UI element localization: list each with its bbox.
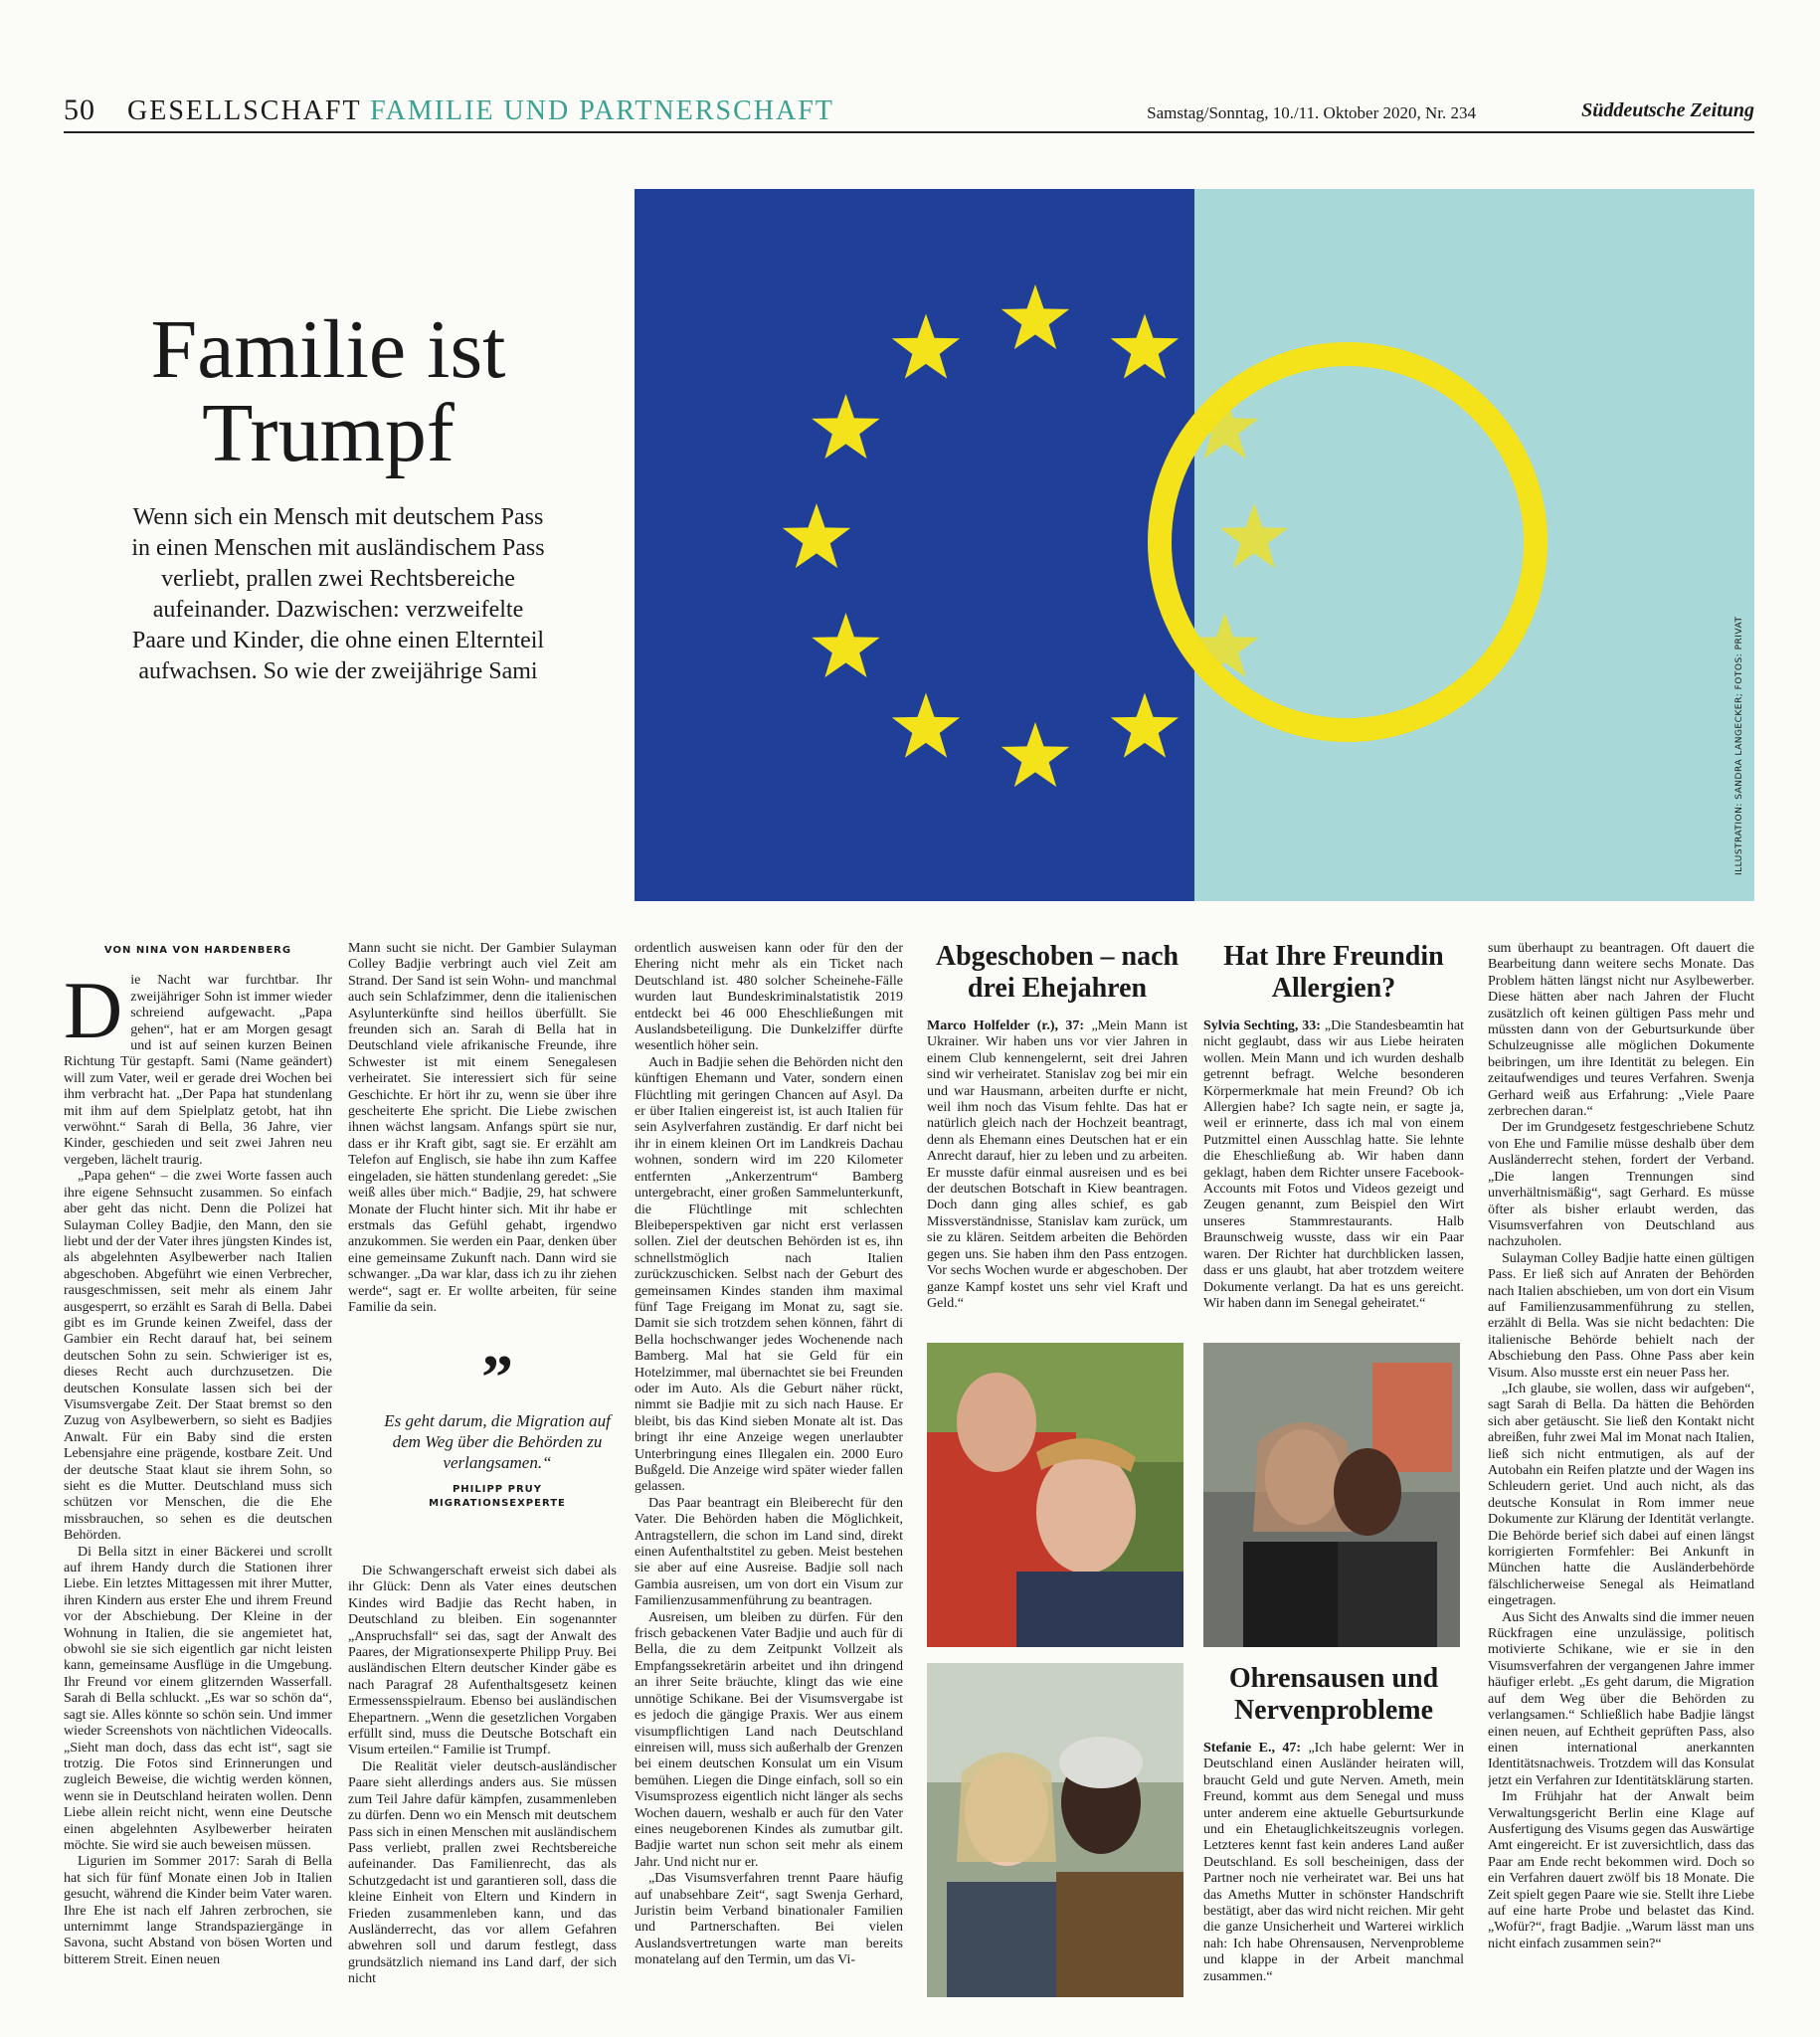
box-lead-2: Sylvia Sechting, 33:: [1203, 1018, 1321, 1033]
paragraph: Ligurien im Sommer 2017: Sarah di Bella hat sich für fünf Monate einen Job in Italien gesucht, während die Kinder beim Vater waren. Ihre Ehe ist nach elf Jahren zerbrochen, sie unternimmt lange Strandspaziergänge in Savona, sucht Abstand von bösen Worten und bitterem Streit. Einen neuen: [64, 1854, 332, 1967]
box-text-3: [1203, 1741, 1464, 1985]
box-title-2: Hat Ihre Freundin Allergien?: [1223, 941, 1444, 1004]
quote-author-role: MIGRATIONSEXPERTE: [429, 1498, 566, 1509]
drop-cap: D: [64, 965, 123, 1056]
paragraph: Die Realität vieler deutsch-ausländischer Paare sieht allerdings anders aus. Sie müssen zum Teil Jahre dafür kämpfen, zusammenleben zu dürfen. Denn wo ein Mensch mit deutschem Pass sich in einen Menschen mit ausländischem Pass verliebt, prallen zwei Rechtsbereiche aufeinander. Das Familienrecht, das als Schutzgedacht ist und garantieren soll, dass die kleine Einheit von Eltern und Kindern in Frieden zusammenleben kann, und das Ausländerrecht, das vor allem Gefahren abwehren soll und darum festlegt, dass grundsätzlich niemand ins Land darf, der sich nicht: [348, 1759, 617, 1987]
paragraph: „Das Visumsverfahren trennt Paare häufig auf unabsehbare Zeit“, sagt Swenja Gerhard, Juristin beim Verband binationaler Familien und Partnerschaften. Bei vielen Auslandsvertretungen warte man bereits monatelang auf den Termin, um das Vi-: [635, 1871, 903, 1968]
page-header: [64, 93, 1754, 133]
box-lead-1: Marco Holfelder (r.), 37:: [927, 1018, 1085, 1033]
paragraph: „Papa gehen“ – die zwei Worte fassen auch ihre eigene Sehnsucht zusammen. So einfach aber geht das nicht. Denn die Polizei hat Sulayman Colley Badjie, den Mann, den sie liebt und der der Vater ihres jüngsten Kindes ist, als abgelehnten Asylbewerber nach Italien abgeschoben. Abgeführt wie einen Verbrecher, rausgeschmissen, seit mehr als einem Jahr ausgesperrt, so erzählt es Sarah di Bella. Dabei gibt es im Grunde keinen Zweifel, dass der Gambier ein Recht darauf hat, bei seinem deutschen Sohn zu sein. Schwieriger ist es, dieses Recht auch durchzusetzen. Die deutschen Konsulate lassen sich bei der Visumsvergabe Zeit. Der Staat bremst so den Zuzug von Asylbewerbern, so sieht es Badjies Anwalt. Für ein Baby sind die ersten Lebensjahre eine prägende, kostbare Zeit. Und der deutsche Staat klaut sie ihrem Sohn, so sieht es die Mutter. Deutschland muss sich schützen vor Menschen, die die Ehe missbrauchen, so sehen es die deutschen Behörden.: [64, 1169, 332, 1544]
quote-author-name: PHILIPP PRUY: [452, 1484, 543, 1495]
paragraph: Das Paar beantragt ein Bleiberecht für den Vater. Die Behörden haben die Möglichkeit, Antragstellern, die schon im Land sind, direkt einen Aufenthaltstitel zu geben. Meist bestehen sie aber auf eine Ausreise. Badjie soll nach Gambia ausreisen, um von dort ein Visum zur Familienzusammenführung zu beantragen.: [635, 1495, 903, 1609]
page-number: 50: [64, 93, 95, 126]
box-text-1: [927, 1018, 1187, 1312]
eu-flag-illustration: [635, 189, 1754, 901]
paragraph: Im Frühjahr hat der Anwalt beim Verwaltungsgericht Berlin eine Klage auf Ausfertigung des Visums gegen das Auswärtige Amt eingereicht. Er ist zuversichtlich, dass das Paar am Ende recht bekommen wird. Doch so ein Verfahren dauert zwölf bis 18 Monate. Die Zeit spielt gegen Paare wie sie. Stellt ihre Liebe auf eine harte Probe und belastet das Kind. „Wofür?“, fragt Badjie. „Warum lässt man uns nicht einfach zusammen sein?“: [1488, 1789, 1754, 1951]
box-text-2: [1203, 1018, 1464, 1312]
pull-quote: [378, 1342, 617, 1511]
flag-pale-half: [1194, 189, 1754, 901]
box-body-2: „Die Standesbeamtin hat nicht geglaubt, dass wir aus Liebe heiraten wollen. Mein Mann und ich wurden deshalb getrennt befragt. Welche besonderen Körpermerkmale hat mein Freund? Ob ich Allergien habe? Ich sagte nein, er sagte ja, weil er erinnerte, dass ich mal von einem Putzmittel einen Ausschlag hatte. Sie lehnte die Eheschließung ab. Wir haben dann geklagt, haben dem Richter unsere Facebook-Accounts mit Fotos und Videos gezeigt und Zeugen genannt, zum Beispiel den Wirt unseres Stammrestaurants. Halb Braunschweig wusste, dass wir ein Paar waren. Der Richter hat durchblicken lassen, dass er uns glaubt, hat aber trotzdem weitere Dokumente verlangt. Da hat es uns gereicht. Wir haben dann im Senegal geheiratet.“: [1203, 1018, 1464, 1311]
paragraph: „Ich glaube, sie wollen, dass wir aufgeben“, sagt Sarah di Bella. Da hätten die Behörden sich aber getäuscht. Sie ließ den Kontakt nicht abreißen, fuhr zwei Mal im Monat nach Italien, ließ sich nicht entmutigen, als auf der Autobahn ein Reifen platzte und der Wagen ins Schleudern geriet. Und auch nicht, als das deutsche Konsulat in Rom immer neue Dokumente zur Klärung der Identität verlangte. Die Behörde berief sich dabei auf einen längst korrigierten Formfehler: Bei Ankunft in München hatte die Ausländerbehörde fälschlicherweise Senegal als Heimatland eingetragen.: [1488, 1381, 1754, 1609]
paragraph: ie Nacht war furchtbar. Ihr zweijähriger Sohn ist immer wieder schreiend aufgewacht. „Papa gehen“, hat er am Morgen gesagt und ist auf seinen kurzen Beinen Richtung Tür gestapft. Sami (Name geändert) will zum Vater, weil er gerade drei Wochen bei ihm verbracht hat. „Der Papa hat stundenlang mit ihm auf dem Spielplatz getobt, hat ihn verwöhnt.“ Sarah di Bella, 36 Jahre, vier Kinder, geschieden und seit zwei Jahren neu vergeben, lächelt traurig.: [64, 973, 332, 1168]
paragraph: ordentlich ausweisen kann oder für den der Ehering nicht mehr als ein Ticket nach Deutschland ist. 480 solcher Scheinehe-Fälle wurden laut Bundeskriminalstatistik 2019 entdeckt bei 46 000 Eheschließungen mit Auslandsbeteiligung. Die Dunkelziffer dürfte wesentlich höher sein.: [635, 941, 903, 1054]
paragraph: Ausreisen, um bleiben zu dürfen. Für den frisch gebackenen Vater Badjie und auch für di Bella, die zu dem Zeitpunkt Vollzeit als Empfangssekretärin arbeitet und ihn dringend an ihrer Seite bräuchte, klingt das wie eine unnötige Schikane. Bei der Visumsvergabe ist es jedoch die gängige Praxis. Wer aus einem visumpflichtigen Land nach Deutschland einreisen will, muss sich außerhalb der Grenzen bei einem deutschen Konsulat um ein Visum bemühen. Liegen die Dinge einfach, soll so ein Visumsprozess eigentlich nicht länger als sechs Wochen dauern, weshalb er auch für den Vater eines neugeborenen Kindes als zumutbar gilt. Badjie wartet nun schon seit mehr als einem Jahr. Und nicht nur er.: [635, 1609, 903, 1870]
quote-mark-icon: ”: [481, 1342, 513, 1412]
illustration-credit: ILLUSTRATION: SANDRA LANGECKER; FOTOS: PRIVAT: [1734, 616, 1744, 875]
byline: VON NINA VON HARDENBERG: [103, 945, 292, 956]
article-column-1: [64, 943, 332, 2027]
paragraph: Di Bella sitzt in einer Bäckerei und scrollt auf ihrem Handy durch die Stationen ihrer Liebe. Ein letztes Mittagessen mit ihrer Mutter, ihren Kindern aus erster Ehe und ihrem Freund vor der Abschiebung. Der Kleine in der Wohnung in Italien, die sie angemietet hat, obwohl sie sie sich eigentlich gar nicht leisten kann, gemeinsame Ausflüge in die Umgebung. Ihr Freund vor einem glitzernden Wasserfall. Sarah di Bella schluckt. „Es war so schön da“, sagt sie. Alles könnte so schön sein. Und immer wieder Screenshots von nächtlichen Videocalls. „Sieht man doch, dass das echt ist“, sagt sie trotzig. Die Fotos sind Erinnerungen und zugleich Beweise, die wichtig werden können, wenn sie in Deutschland heiraten wollen. Denn Liebe allein reicht nicht, wenn eine Deutsche einen abgelehnten Asylbewerber heiraten möchte. Sie wird sie auch beweisen müssen.: [64, 1544, 332, 1853]
section-title: [127, 95, 834, 127]
article-column-2b: [348, 1564, 617, 2027]
box-title-1: Abgeschoben – nach drei Ehejahren: [935, 941, 1180, 1004]
photo-marco-stanislav: [927, 1343, 1183, 1647]
article-column-6: [1488, 941, 1754, 2027]
subsection-name: FAMILIE UND PARTNERSCHAFT: [370, 95, 834, 126]
box-body-3: „Ich habe gelernt: Wer in Deutschland einen Ausländer heiraten will, braucht Geld und gute Nerven. Ameth, mein Freund, kommt aus dem Senegal und muss unter anderem eine aktuelle Geburtsurkunde und ein Ehetauglichkeitszeugnis vorlegen. Letzteres kennt fast kein anderes Land außer Deutschland. Es soll bescheinigen, dass der Partner noch nie verheiratet war. Bei uns hat das Ameths Mutter in schönster Handschrift bestätigt, aber das wird nicht reichen. Mir geht die ganze Unsicherheit und Warterei wirklich nah: Ich habe Ohrensausen, Nervenprobleme und klappe in der Arbeit manchmal zusammen.“: [1203, 1741, 1465, 1984]
issue-date: Samstag/Sonntag, 10./11. Oktober 2020, Nr. 234: [1147, 103, 1476, 122]
paragraph: Mann sucht sie nicht. Der Gambier Sulayman Colley Badjie verbringt auch viel Zeit am Strand. Der Sand ist sein Wohn- und manchmal auch sein Schlafzimmer, denn die italienischen Asylunterkünfte sind heillos überfüllt. Sie freunden sich an. Sarah di Bella hat in Deutschland viele afrikanische Freunde, ihre Schwester ist mit einem Senegalesen verheiratet. Sie interessiert sich für seine Geschichte. Er hört ihr zu, wenn sie über ihre gescheiterte Ehe spricht. Die Liebe zwischen ihnen wächst langsam. Anfangs spürt sie nur, dass er ihr Kraft gibt, sagt sie. Er erzählt am Telefon auf Englisch, sie habe ihn zum Kaffee eingeladen, sie hätten stundenlang geredet: „Sie weiß alles über mich.“ Badjie, 29, hat schwere Monate der Flucht hinter sich. Mit ihr habe er erstmals das Gefühl gehabt, irgendwo anzukommen. Sie werden ein Paar, denken über eine gemeinsame Zukunft nach. Dann wird sie schwanger. „Da war klar, dass ich zu ihr ziehen werde“, sagt er. Er wollte arbeiten, für seine Familie da sein.: [348, 941, 617, 1315]
quote-text: Es geht darum, die Migration auf dem Weg über die Behörden zu verlangsamen.“: [384, 1411, 611, 1472]
paragraph: sum überhaupt zu beantragen. Oft dauert die Bearbeitung dann weitere sechs Monate. Das Problem hätten längst nicht nur Asylbewerber. Diese hätten aber nach Jahren der Flucht zusätzlich oft keinen gültigen Pass mehr und müssten dann von der Geburtsurkunde über Schulzeugnisse alle möglichen Dokumente beibringen, um ihre Identität zu belegen. Ein zeitaufwendiges und teures Verfahren. Swenja Gerhard weiß aus Erfahrung: „Viele Paare zerbrechen daran.“: [1488, 941, 1754, 1120]
paragraph: Der im Grundgesetz festgeschriebene Schutz von Ehe und Familie müsse deshalb über dem Ausländerrecht stehen, fordert der Verband. „Die langen Trennungen sind unverhältnismäßig“, sagt Gerhard. Es müsse öfter als bisher erlaubt werden, das Visumsverfahren von Deutschland aus nachzuholen.: [1488, 1120, 1754, 1250]
newspaper-logo: Süddeutsche Zeitung: [1581, 99, 1754, 121]
section-name: GESELLSCHAFT: [127, 95, 362, 126]
paragraph: Die Schwangerschaft erweist sich dabei als ihr Glück: Denn als Vater eines deutschen Kindes wird Badjie das Recht haben, in Deutschland zu bleiben. Ein sogenannter „Anspruchsfall“ sei das, sagt der Anwalt des Paares, der Migrationsexperte Philipp Pruy. Bei ausländischen Eltern deutscher Kinder gäbe es nach Paragraf 28 Aufenthaltsgesetz keinen Ermessensspielraum. Ebenso bei ausländischen Ehepartnern. „Wenn die gesetzlichen Vorgaben erfüllt sind, muss die Deutsche Botschaft ein Visum erteilen.“ Familie ist Trumpf.: [348, 1564, 617, 1759]
headline: Familie ist Trumpf: [150, 303, 506, 479]
paragraph: Aus Sicht des Anwalts sind die immer neuen Rückfragen eine unzulässige, politisch motivierte Schikane, wie er sie in den Visumsverfahren der vergangenen Jahre immer häufiger erlebt. „Es geht darum, die Migration auf dem Weg über die Behörden zu verlangsamen.“ Schließlich habe Badjie längst einen neuen, auf Echtheit geprüften Pass, also einen international anerkannten Identitätsnachweis. Trotzdem will das Konsulat jetzt ein Verfahren zur Identitätsklärung starten.: [1488, 1609, 1754, 1788]
box-lead-3: Stefanie E., 47:: [1203, 1741, 1302, 1756]
dek: Wenn sich ein Mensch mit deutschem Pass in einen Menschen mit ausländischem Pass verliebt, prallen zwei Rechtsbereiche aufeinander. Dazwischen: verzweifelte Paare und Kinder, die ohne einen Elternteil aufwachsen. So wie der zweijährige Sami: [131, 504, 545, 684]
paragraph: Sulayman Colley Badjie hatte einen gültigen Pass. Er ließ sich auf Anraten der Behörden nach Italien abschieben, um von dort ein Visum auf Familienzusammenführung zu stellen, erzählt di Bella. Was sie nicht bedachten: Die italienische Behörde behielt nach der Abschiebung den Pass. Ohne Pass aber kein Visum. Also musste erst ein neuer Pass her.: [1488, 1250, 1754, 1381]
box-title-3: Ohrensausen und Nervenprobleme: [1228, 1663, 1439, 1726]
paragraph: Auch in Badjie sehen die Behörden nicht den künftigen Ehemann und Vater, sondern einen Flüchtling mit geringen Chancen auf Asyl. Da er über Italien eingereist ist, ist auch Italien für sein Asylverfahren zuständig. Er darf nicht bei ihr in einem kleinen Ort im Landkreis Dachau wohnen, sondern wird im 220 Kilometer entfernten „Ankerzentrum“ Bamberg untergebracht, einer großen Sammelunterkunft, die Flüchtlinge mit schlechten Bleibeperspektiven gar nicht erst verlassen sollen. Ziel der deutschen Behörden ist es, ihn schnellstmöglich nach Italien zurückzuschicken. Selbst nach der Geburt des gemeinsamen Kindes standen ihm maximal fünf Tage Freigang im Monat zu, sagt sie. Damit sie sich trotzdem sehen können, fährt di Bella hochschwanger jedes Wochenende nach Bamberg. Mal hat sie Geld für ein Hotelzimmer, mal übernachtet sie bei Freunden oder im Auto. Als die Geburt näher rückt, nimmt sie Badjie mit zu sich nach Hause. Er bleibt, bis das Kind sieben Monate alt ist. Das bringt ihr eine Anzeige wegen unerlaubter Unterbringung eines Illegalen ein. 2000 Euro Bußgeld. Die Anzeige wird später wieder fallen gelassen.: [635, 1054, 903, 1495]
article-column-3: [635, 941, 903, 2027]
photo-stefanie-ameth: [927, 1663, 1183, 1997]
quote-author: [378, 1483, 617, 1511]
article-column-2a: [348, 941, 617, 1329]
flag-blue-half: [635, 189, 1194, 901]
box-body-1: „Mein Mann ist Ukrainer. Wir haben uns vor vier Jahren in einem Club kennengelernt, seit drei Jahren sind wir verheiratet. Stanislav zog bei mir ein und war Hausmann, arbeiten durfte er nicht, weil ihm noch das Visum fehlte. Das hat er natürlich gleich nach der Hochzeit beantragt, denn als Ehemann eines Deutschen hat er ein Anrecht darauf, hier zu leben und zu arbeiten. Er musste dafür einmal ausreisen und es bei der deutschen Botschaft in Kiew beantragen. Doch dann ging alles schief, es gab Missverständnisse, Stanislav kam zurück, um sie zu klären. Seitdem arbeiten die Behörden gegen uns. Sie haben ihm den Pass entzogen. Vor sechs Wochen wurde er abgeschoben. Der ganze Kampf kostet uns sehr viel Kraft und Geld.“: [927, 1018, 1187, 1311]
photo-sylvia-couple: [1203, 1343, 1460, 1647]
